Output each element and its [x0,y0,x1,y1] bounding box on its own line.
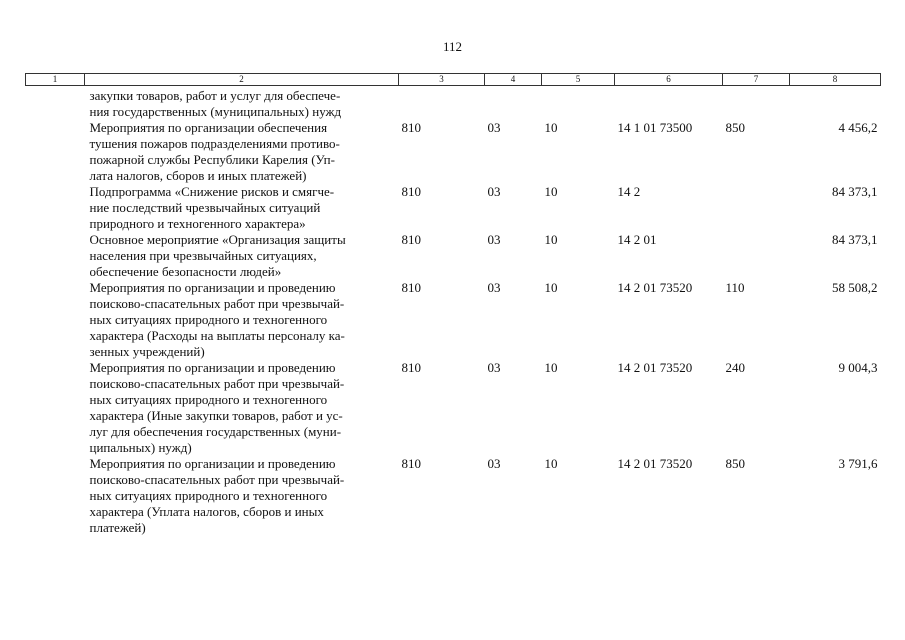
cell-amount [790,86,881,121]
cell-expense-type [723,232,790,280]
cell-subsection: 10 [544,280,558,295]
header-row [26,74,881,86]
cell-subsection: 10 [544,232,558,247]
table-row [26,360,881,456]
table-header [26,74,881,86]
budget-table [25,73,881,536]
header-col-6: 6 [615,74,723,86]
table-row [26,456,881,536]
table-row [26,184,881,232]
cell-row-number [26,86,85,121]
cell-admin-code: 810 [401,456,421,471]
cell-section: 03 [487,120,501,135]
table-body [26,86,881,537]
cell-admin-code: 810 [401,232,421,247]
header-col-4: 4 [485,74,542,86]
cell-subsection: 10 [544,456,558,471]
cell-admin-code: 810 [401,360,421,375]
cell-target-article: 14 1 01 73500 [617,120,693,135]
cell-section [485,86,542,121]
cell-row-number [26,456,85,536]
cell-expense-type: 850 [725,456,745,471]
cell-amount: 84 373,1 [832,184,878,199]
cell-item-name: Мероприятия по организации и проведению поисково-спасательных работ при чрезвычай- ных ситуациях природного и техногенного характера (Иные закупки товаров, работ и ус- луг для обеспечения государственных (муни- ципальных) нужд) [89,360,345,455]
page-number: 112 [442,39,463,54]
table-row [26,120,881,184]
cell-target-article: 14 2 01 [617,232,657,247]
cell-subsection: 10 [544,184,558,199]
cell-target-article: 14 2 [617,184,641,199]
cell-expense-type [723,86,790,121]
cell-item-name: Мероприятия по организации обеспечения тушения пожаров подразделениями противо- пожарной службы Республики Карелия (Уп- лата налогов, сборов и иных платежей) [89,120,340,183]
cell-item-name: Мероприятия по организации и проведению поисково-спасательных работ при чрезвычай- ных ситуациях природного и техногенного характера (Уплата налогов, сборов и иных платежей) [89,456,345,535]
cell-admin-code: 810 [401,280,421,295]
cell-target-article: 14 2 01 73520 [617,456,693,471]
cell-expense-type: 240 [725,360,745,375]
table-row [26,232,881,280]
cell-target-article: 14 2 01 73520 [617,360,693,375]
cell-row-number [26,120,85,184]
cell-subsection: 10 [544,360,558,375]
header-col-3: 3 [399,74,485,86]
cell-expense-type: 110 [725,280,745,295]
cell-section: 03 [487,360,501,375]
cell-item-name: Мероприятия по организации и проведению поисково-спасательных работ при чрезвычай- ных ситуациях природного и техногенного характера (Расходы на выплаты персоналу ка- зенных учреждений) [89,280,345,359]
cell-section: 03 [487,184,501,199]
cell-amount: 9 004,3 [838,360,878,375]
cell-target-article [615,86,723,121]
cell-item-name: Основное мероприятие «Организация защиты населения при чрезвычайных ситуациях, обеспечение безопасности людей» [89,232,346,279]
cell-expense-type: 850 [725,120,745,135]
cell-section: 03 [487,280,501,295]
table-row [26,86,881,121]
cell-admin-code: 810 [401,184,421,199]
cell-amount: 3 791,6 [838,456,878,471]
cell-section: 03 [487,232,501,247]
cell-row-number [26,280,85,360]
cell-row-number [26,360,85,456]
cell-amount: 84 373,1 [832,232,878,247]
cell-section: 03 [487,456,501,471]
header-col-1: 1 [26,74,85,86]
cell-admin-code [399,86,485,121]
table-row [26,280,881,360]
cell-row-number [26,232,85,280]
cell-expense-type [723,184,790,232]
cell-item-name: Подпрограмма «Снижение рисков и смягче- ние последствий чрезвычайных ситуаций природного и техногенного характера» [89,184,335,231]
cell-row-number [26,184,85,232]
cell-item-name: закупки товаров, работ и услуг для обеспече- ния государственных (муниципальных) нужд [89,88,342,119]
cell-amount: 58 508,2 [832,280,878,295]
cell-subsection [542,86,615,121]
header-col-2: 2 [85,74,399,86]
cell-subsection: 10 [544,120,558,135]
cell-target-article: 14 2 01 73520 [617,280,693,295]
cell-admin-code: 810 [401,120,421,135]
header-col-5: 5 [542,74,615,86]
header-col-7: 7 [723,74,790,86]
cell-amount: 4 456,2 [838,120,878,135]
header-col-8: 8 [790,74,881,86]
